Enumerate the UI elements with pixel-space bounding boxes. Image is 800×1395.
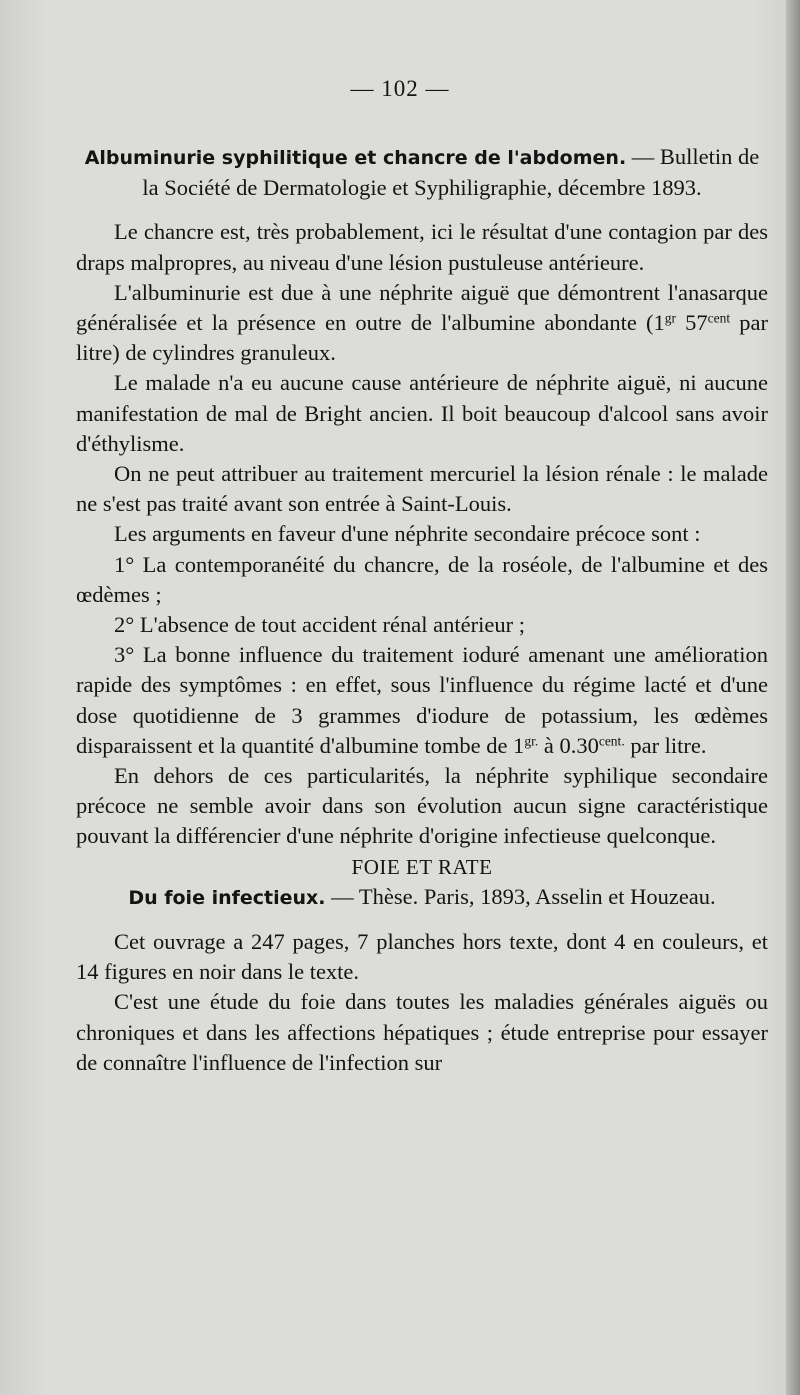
text-run: par litre) de cylindres granuleux. bbox=[76, 310, 768, 366]
article-heading bbox=[76, 142, 768, 203]
paragraph: Le chancre est, très probablement, ici le résultat d'une contagion par des draps malpropres, au niveau d'une lésion pustuleuse antérieure. bbox=[76, 219, 768, 275]
paragraph: On ne peut attribuer au traitement mercuriel la lésion rénale : le malade ne s'est pas traité avant son entrée à Saint-Louis. bbox=[76, 461, 768, 517]
page-number: — 102 — bbox=[350, 76, 450, 101]
paragraph bbox=[76, 278, 768, 369]
text-run: par litre. bbox=[624, 732, 707, 758]
article-heading bbox=[76, 882, 768, 913]
article-title: Albuminurie syphilitique et chancre de l'abdomen. bbox=[84, 147, 627, 169]
paragraph: Les arguments en faveur d'une néphrite secondaire précoce sont : bbox=[114, 521, 701, 547]
list-item: 1° La contemporanéité du chancre, de la roséole, de l'albumine et des œdèmes ; bbox=[76, 551, 768, 607]
text-run: 3° La bonne influence du traitement ioduré amenant une amélioration rapide des symptômes : en effet, sous l'influence du régime lacté et d'une dose quotidienne de 3 grammes d'iodure de potassium, les œdèmes disparaissent et la quantité d'albumine tombe de 1 bbox=[76, 642, 768, 758]
paragraph: En dehors de ces particularités, la néphrite syphilique secondaire précoce ne semble avoir dans son évolution aucun signe caractéristique pouvant la différencier d'une néphrite d'origine infectieuse quelconque. bbox=[76, 763, 768, 849]
superscript: cent. bbox=[598, 733, 625, 749]
page-edge bbox=[786, 0, 800, 1395]
paragraph: C'est une étude du foie dans toutes les maladies générales aiguës ou chroniques et dans les affections hépatiques ; étude entreprise pour essayer de connaître l'influence de l'infection sur bbox=[76, 989, 768, 1075]
superscript: cent bbox=[707, 310, 731, 326]
superscript: gr. bbox=[524, 733, 539, 749]
article-source: — Bulletin de la Société de Dermatologie et Syphiligraphie, décembre 1893. bbox=[142, 144, 760, 201]
text-run: L'albuminurie est due à une néphrite aiguë que démontrent l'anasarque généralisée et la présence en outre de l'albumine abondante (1 bbox=[76, 279, 768, 336]
page-body bbox=[76, 142, 768, 1078]
section-title: FOIE ET RATE bbox=[351, 854, 493, 879]
article-source: — Thèse. Paris, 1893, Asselin et Houzeau. bbox=[325, 883, 716, 909]
text-run: à 0.30 bbox=[538, 732, 599, 758]
list-item bbox=[76, 640, 768, 761]
superscript: gr bbox=[664, 310, 676, 326]
text-run: 57 bbox=[675, 310, 708, 336]
paragraph: Le malade n'a eu aucune cause antérieure de néphrite aiguë, ni aucune manifestation de mal de Bright ancien. Il boit beaucoup d'alcool sans avoir d'éthylisme. bbox=[76, 370, 768, 456]
paragraph: Cet ouvrage a 247 pages, 7 planches hors texte, dont 4 en couleurs, et 14 figures en noir dans le texte. bbox=[76, 929, 768, 985]
list-item: 2° L'absence de tout accident rénal antérieur ; bbox=[114, 612, 525, 638]
article-title: Du foie infectieux. bbox=[128, 886, 326, 909]
